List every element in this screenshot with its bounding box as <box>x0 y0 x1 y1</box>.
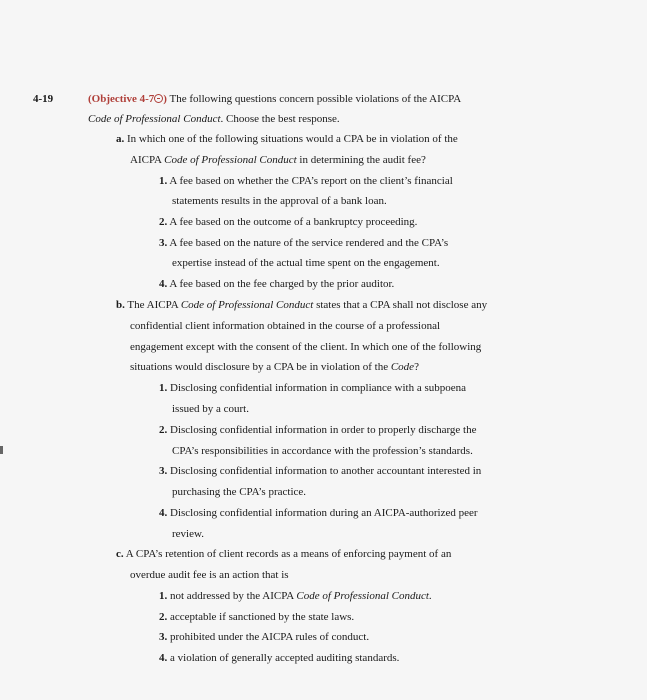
option-code-title: Code of Professional Conduct <box>296 590 429 602</box>
part-b-option-3-cont: purchasing the CPA’s practice. <box>172 486 307 498</box>
option-text: A fee based on the outcome of a bankruptcy proceeding. <box>167 216 418 228</box>
part-a-stem-post: in determining the audit fee? <box>296 154 426 166</box>
option-text: a violation of generally accepted auditing standards. <box>167 652 400 664</box>
option-text: not addressed by the AICPA <box>167 590 297 602</box>
part-b-option-2 <box>159 423 477 437</box>
option-number: 3. <box>159 237 168 249</box>
part-a-stem-pre: AICPA <box>130 154 165 166</box>
problem-number: 4-19 <box>33 93 54 105</box>
part-c-option-4 <box>159 651 399 665</box>
objective-link-icon[interactable] <box>154 94 163 103</box>
objective-close: ) <box>163 93 167 105</box>
option-text: A fee based on the fee charged by the prior auditor. <box>167 278 395 290</box>
objective-reference: (Objective 4-7 <box>88 93 155 105</box>
option-number: 1. <box>159 175 168 187</box>
option-text: Disclosing confidential information to another accountant interested in <box>167 465 482 477</box>
part-b-option-1 <box>159 381 466 395</box>
intro-instruction: . Choose the best response. <box>220 113 340 125</box>
part-b-label: b. <box>116 299 125 311</box>
option-number: 2. <box>159 216 168 228</box>
part-b-stem-pre: The AICPA <box>124 299 181 311</box>
part-b-stem-4-pre: situations would disclosure by a CPA be in violation of the <box>130 361 391 373</box>
part-a-label: a. <box>116 133 125 145</box>
part-b-stem-post: states that a CPA shall not disclose any <box>313 299 488 311</box>
option-text: A fee based on whether the CPA’s report on the client’s financial <box>167 175 453 187</box>
part-b-option-2-cont: CPA’s responsibilities in accordance with the profession’s standards. <box>172 445 473 457</box>
part-a-stem-line-1 <box>116 132 458 146</box>
margin-mark <box>0 446 3 454</box>
part-c-stem-line-1 <box>116 547 451 561</box>
option-text-end: . <box>428 590 432 602</box>
part-b-code-title: Code of Professional Conduct <box>180 299 314 311</box>
part-a-code-title: Code of Professional Conduct <box>164 154 297 166</box>
part-c-option-3 <box>159 630 369 644</box>
part-a-stem-text-1: In which one of the following situations would a CPA be in violation of the <box>124 133 458 145</box>
option-text: Disclosing confidential information in compliance with a subpoena <box>167 382 467 394</box>
problem-intro-line-2 <box>88 112 340 126</box>
part-c-stem-line-2: overdue audit fee is an action that is <box>130 569 289 581</box>
problem-intro-line-1 <box>88 92 461 106</box>
option-text: A fee based on the nature of the service rendered and the CPA’s <box>167 237 449 249</box>
option-number: 2. <box>159 611 168 623</box>
part-a-option-3-cont: expertise instead of the actual time spent on the engagement. <box>172 257 440 269</box>
option-number: 1. <box>159 590 168 602</box>
option-number: 2. <box>159 424 168 436</box>
part-c-option-2 <box>159 610 354 624</box>
intro-text: The following questions concern possible violations of the AICPA <box>166 93 462 105</box>
option-number: 4. <box>159 507 168 519</box>
part-a-option-1-cont: statements results in the approval of a bank loan. <box>172 195 387 207</box>
option-number: 3. <box>159 465 168 477</box>
part-b-option-1-cont: issued by a court. <box>172 403 249 415</box>
part-b-option-3 <box>159 464 481 478</box>
part-b-stem-line-2: confidential client information obtained in the course of a professional <box>130 320 441 332</box>
part-b-option-4-cont: review. <box>172 528 204 540</box>
part-c-option-1 <box>159 589 432 603</box>
part-b-option-4 <box>159 506 478 520</box>
part-b-stem-line-4 <box>130 360 419 374</box>
option-text: prohibited under the AICPA rules of conduct. <box>167 631 370 643</box>
part-c-label: c. <box>116 548 124 560</box>
option-number: 3. <box>159 631 168 643</box>
option-number: 4. <box>159 652 168 664</box>
intro-code-title: Code of Professional Conduct <box>88 113 221 125</box>
part-a-option-2 <box>159 215 417 229</box>
part-a-stem-line-2 <box>130 153 426 167</box>
part-b-stem-4-post: ? <box>414 361 419 373</box>
part-a-option-1 <box>159 174 453 188</box>
option-text: acceptable if sanctioned by the state laws. <box>167 611 355 623</box>
part-b-stem-line-1 <box>116 298 487 312</box>
option-number: 1. <box>159 382 168 394</box>
option-number: 4. <box>159 278 168 290</box>
option-text: Disclosing confidential information in order to properly discharge the <box>167 424 477 436</box>
part-b-stem-line-3: engagement except with the consent of the client. In which one of the following <box>130 341 482 353</box>
part-c-stem-text-1: A CPA’s retention of client records as a means of enforcing payment of an <box>123 548 452 560</box>
option-text: Disclosing confidential information during an AICPA-authorized peer <box>167 507 478 519</box>
part-b-code-word: Code <box>390 361 415 373</box>
part-a-option-3 <box>159 236 448 250</box>
part-a-option-4 <box>159 277 394 291</box>
